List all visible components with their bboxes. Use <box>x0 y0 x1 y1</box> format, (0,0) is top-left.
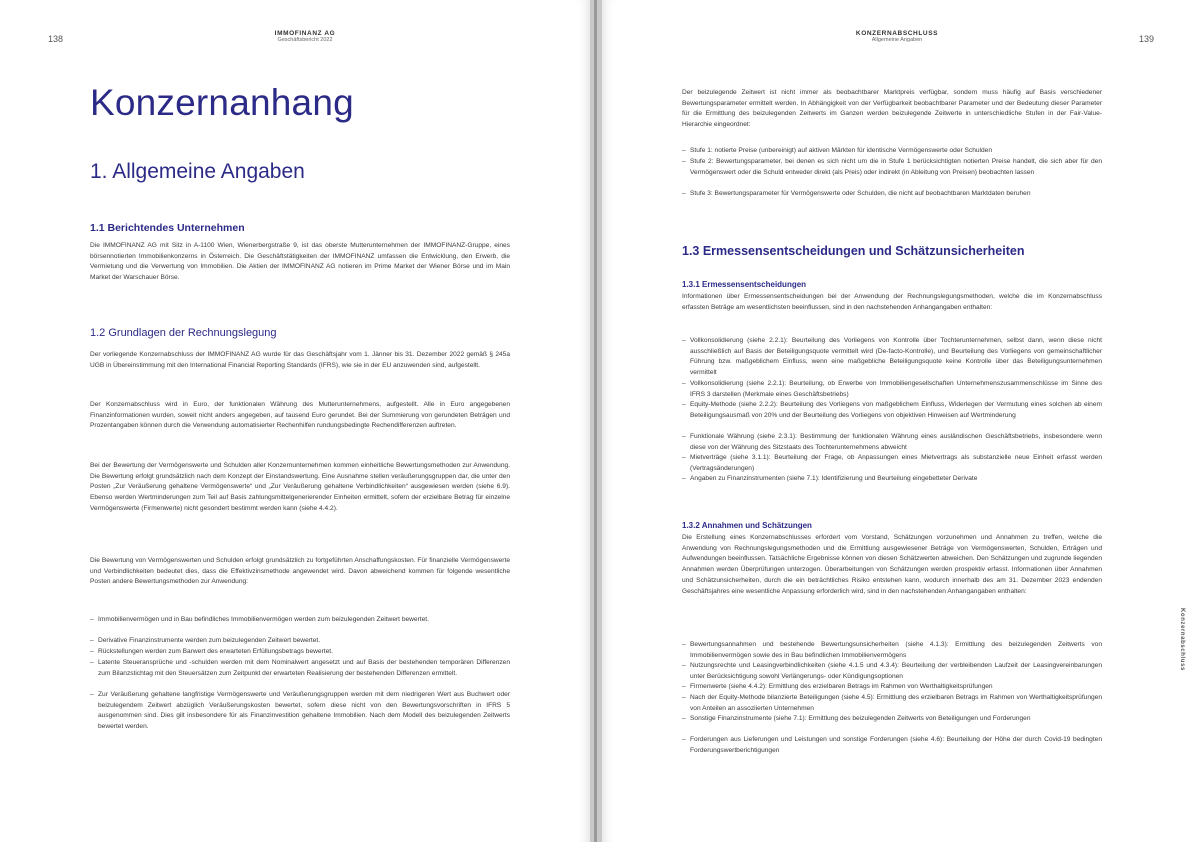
list-item: – Forderungen aus Lieferungen und Leistungen und sonstige Forderungen (siehe 4.6): Beurteilung der Höhe der durch Covid-19 bedingten Forderungswertberichtigungen <box>682 735 1102 756</box>
list-item: – Mietverträge (siehe 3.1.1): Beurteilung der Frage, ob Anpassungen eines Mietvertrags als substanzielle neue Einheit erfasst werden (Vertragsänderungen) <box>682 453 1102 474</box>
page-gutter <box>590 0 602 842</box>
list-item: – Stufe 2: Bewertungsparameter, bei denen es sich nicht um die in Stufe 1 berücksichtigten notierten Preise handelt, die sich aber für den Vermögenswert oder die Schuld entweder direkt (als Preis) oder indirekt (in Ableitung von Preisen) beobachten lassen <box>682 157 1102 189</box>
left-page-number: 138 <box>48 34 64 44</box>
paragraph-1-3-1: Informationen über Ermessensentscheidungen bei der Anwendung der Rechnungslegungsmethoden, welche die im Konzernabschluss erfassten Beträge am wesentlichsten beeinflussen, sind in den nachstehenden Anhangangaben enthalten: <box>682 293 1102 311</box>
list-item: – Immobilienvermögen und in Bau befindliches Immobilienvermögen werden zum beizulegenden Zeitwert bewertet. <box>90 615 510 636</box>
list-item: – Sonstige Finanzinstrumente (siehe 7.1): Ermittlung des beizulegenden Zeitwerts von Beteiligungen und Forderungen <box>682 714 1102 735</box>
list-item: – Angaben zu Finanzinstrumenten (siehe 7.1): Identifizierung und Beurteilung eingebetteter Derivate <box>682 474 1102 485</box>
list-item: – Nach der Equity-Methode bilanzierte Beteiligungen (siehe 4.5): Ermittlung des erzielbaren Betrags im Rahmen von Werthaltigkeitsprüfungen von Anteilen an assoziierten Unternehmen <box>682 693 1102 714</box>
paragraph-1-2-b: Der Konzernabschluss wird in Euro, der funktionalen Währung des Mutterunternehmens, aufgestellt. Alle in Euro angegebenen Finanzinformationen wurden, soweit nicht anders angegeben, auf tausend Euro gerundet. Bei der Summierung von gerundeten Beträgen und Prozentangaben können durch die Verwendung automatisierter Rechenhilfen rundungsbedingte Rechendifferenzen auftreten. <box>90 401 510 430</box>
section-heading: 1. Allgemeine Angaben <box>90 160 305 183</box>
list-item: – Stufe 1: notierte Preise (unbereinigt) auf aktiven Märkten für identische Vermögenswerte oder Schulden <box>682 146 1102 157</box>
subsection-heading-1-2: 1.2 Grundlagen der Rechnungslegung <box>90 327 277 339</box>
left-page <box>0 0 590 842</box>
fair-value-levels <box>682 146 1102 210</box>
right-running-header <box>827 30 967 44</box>
judgement-list <box>682 336 1102 485</box>
list-item: – Vollkonsolidierung (siehe 2.2.1): Beurteilung des Vorliegens von Kontrolle über Tochterunternehmen, selbst dann, wenn diese nicht ausschließlich auf Basis der Beteiligungsquote vermittelt wird (De-facto-Kontrolle), und Beurteilung des Vorliegens von gemeinschaftlicher Führung bzw. maßgeblichem Einfluss, wenn eine maßgebliche Beteiligungsquote keine Kontrolle über das Beteiligungsunternehmen vermittelt <box>682 336 1102 379</box>
chapter-side-tab[interactable]: Konzernabschluss <box>1179 608 1185 671</box>
left-running-header <box>240 30 370 44</box>
subsection-heading-1-1: 1.1 Berichtendes Unternehmen <box>90 222 245 234</box>
fair-value-intro: Der beizulegende Zeitwert ist nicht immer als beobachtbarer Marktpreis verfügbar, sondern muss häufig auf Basis verschiedener Bewertungsparameter ermittelt werden. In Abhängigkeit von der Verfügbarkeit beobachtbarer Parameter und der Bedeutung dieser Parameter für die Ermittlung des beizulegenden Zeitwerts im Ganzen werden beizulegende Zeitwerte in unterschiedliche Stufen in der Fair-Value-Hierarchie eingeordnet: <box>682 89 1102 129</box>
page-title: Konzernanhang <box>90 82 354 123</box>
list-item: – Bewertungsannahmen und bestehende Bewertungsunsicherheiten (siehe 4.1.3): Ermittlung des beizulegenden Zeitwerts von Immobilienvermögen sowie des in Bau befindlichen Immobilienvermögens <box>682 640 1102 661</box>
list-item: – Derivative Finanzinstrumente werden zum beizulegenden Zeitwert bewertet. <box>90 636 510 647</box>
subsection-heading-1-3: 1.3 Ermessensentscheidungen und Schätzunsicherheiten <box>682 244 1025 258</box>
right-page-number: 139 <box>1139 34 1155 44</box>
right-page <box>602 0 1191 842</box>
list-item: – Stufe 3: Bewertungsparameter für Vermögenswerte oder Schulden, die nicht auf beobachtbaren Marktdaten beruhen <box>682 189 1102 210</box>
list-item: – Funktionale Währung (siehe 2.3.1): Bestimmung der funktionalen Währung eines ausländischen Geschäftsbetriebs, insbesondere wenn diese von der Währung des Sitzstaats des Tochterunternehmens abweicht <box>682 432 1102 453</box>
paragraph-1-1: Die IMMOFINANZ AG mit Sitz in A-1100 Wien, Wienerbergstraße 9, ist das oberste Mutterunternehmen der IMMOFINANZ-Gruppe, eines börsennotierten Immobilienkonzerns in Österreich. Die Geschäftstätigkeiten der IMMOFINANZ umfassen die Entwicklung, den Erwerb, die Vermietung und die Verwertung von Immobilien. Die Aktien der IMMOFINANZ AG notieren im Prime Market der Wiener Börse und im Main Market der Warschauer Börse. <box>90 242 510 282</box>
list-item: – Equity-Methode (siehe 2.2.2): Beurteilung des Vorliegens von maßgeblichem Einfluss, Widerlegen der Vermutung eines solchen ab einem Beteiligungsausmaß von 20% und der Beurteilung des Vorliegens von objektiven Hinweisen auf Wertminderung <box>682 400 1102 432</box>
list-item: – Zur Veräußerung gehaltene langfristige Vermögenswerte und Veräußerungsgruppen werden mit dem niedrigeren Wert aus Buchwert oder beizulegendem Zeitwert abzüglich Veräußerungskosten bewertet, sofern diese nicht von den Bewertungsvorschriften in IFRS 5 ausgenommen sind. Dies gilt insbesondere für als Finanzinvestition gehaltene Immobilien. Nach dem Modell des beizulegenden Zeitwerts bewertet werden. <box>90 690 510 733</box>
right-running-head: KONZERNABSCHLUSS <box>855 30 939 37</box>
paragraph-1-2-c: Bei der Bewertung der Vermögenswerte und Schulden aller Konzernunternehmen kommen einheitliche Bewertungsmethoden zur Anwendung. Die Bewertung erfolgt grundsätzlich nach dem Konzept der Einstandswertung. Eine Ausnahme stellen veräußerungsgruppen dar, die unter den Posten „Zur Veräußerung gehaltene Vermögenswerte“ und „Zur Veräußerung gehaltene Verbindlichkeiten“ ausgewiesen werden (siehe 6.9). Ebenso werden Wertminderungen zum Teil auf Basis zahlungsmittelgenerierender Einheiten ermittelt, sofern der erzielbare Betrag für einzelne Vermögenswerte (Firmenwerte) nicht gesondert bestimmt werden kann (siehe 4.4.2). <box>90 462 510 512</box>
valuation-list <box>90 615 510 733</box>
subsection-heading-1-3-1: 1.3.1 Ermessensentscheidungen <box>682 280 807 289</box>
list-item: – Firmenwerte (siehe 4.4.2): Ermittlung des erzielbaren Betrags im Rahmen von Werthaltigkeitsprüfungen <box>682 682 1102 693</box>
list-item: – Nutzungsrechte und Leasingverbindlichkeiten (siehe 4.1.5 und 4.3.4): Beurteilung der verbleibenden Laufzeit der Leasingvereinbarungen unter Berücksichtigung sowohl Verlängerungs- oder Kündigungsoptionen <box>682 661 1102 682</box>
right-running-subhead: Allgemeine Angaben <box>871 37 923 44</box>
left-running-subhead: Geschäftsbericht 2022 <box>277 37 333 44</box>
paragraph-1-3-2: Die Erstellung eines Konzernabschlusses erfordert vom Vorstand, Schätzungen vorzunehmen und Annahmen zu treffen, welche die Anwendung von Rechnungslegungsmethoden und die Ermittlung ausgewiesener Beträge von Vermögenswerten, Schulden, Erträgen und Aufwendungen beeinflussen. Tatsächliche Ergebnisse können von diesen Schätzwerten abweichen. Den Schätzungen und zugrunde liegenden Annahmen werden Überprüfungen unterzogen. Überarbeitungen von Schätzungen werden prospektiv erfasst. Informationen über Annahmen und Schätzunsicherheiten, durch die ein beträchtliches Risiko entstehen kann, wodurch innerhalb des am 31. Dezember 2023 endenden Geschäftsjahres eine wesentliche Anpassung erforderlich wird, sind in den nachstehenden Anhangangaben enthalten: <box>682 534 1102 595</box>
list-item: – Vollkonsolidierung (siehe 2.2.1): Beurteilung, ob Erwerbe von Immobiliengesellschaften Unternehmenszusammenschlüsse im Sinne des IFRS 3 darstellen (Merkmale eines Geschäftsbetriebs) <box>682 379 1102 400</box>
paragraph-1-2-a: Der vorliegende Konzernabschluss der IMMOFINANZ AG wurde für das Geschäftsjahr vom 1. Jänner bis 31. Dezember 2022 gemäß § 245a UGB in Übereinstimmung mit den International Financial Reporting Standards (IFRS), wie sie in der EU anzuwenden sind, aufgestellt. <box>90 351 510 369</box>
left-running-head: IMMOFINANZ AG <box>274 30 336 37</box>
estimate-list <box>682 640 1102 756</box>
subsection-heading-1-3-2: 1.3.2 Annahmen und Schätzungen <box>682 521 812 530</box>
paragraph-1-2-d: Die Bewertung von Vermögenswerten und Schulden erfolgt grundsätzlich zu fortgeführten Anschaffungskosten. Für finanzielle Vermögenswerte und Verbindlichkeiten bedeutet dies, dass die Effektivzinsmethode angewendet wird. Davon abweichend kommen für folgende wesentliche Posten andere Bewertungsmethoden zur Anwendung: <box>90 557 510 586</box>
list-item: – Rückstellungen werden zum Barwert des erwarteten Erfüllungsbetrags bewertet. <box>90 647 510 658</box>
list-item: – Latente Steueransprüche und -schulden werden mit dem Nominalwert angesetzt und auf Basis der bestehenden temporären Differenzen zum Bilanzstichtag mit den Steuersätzen zum Zeitpunkt der erwarteten Realisierung der bestehenden Differenzen ermittelt. <box>90 658 510 690</box>
